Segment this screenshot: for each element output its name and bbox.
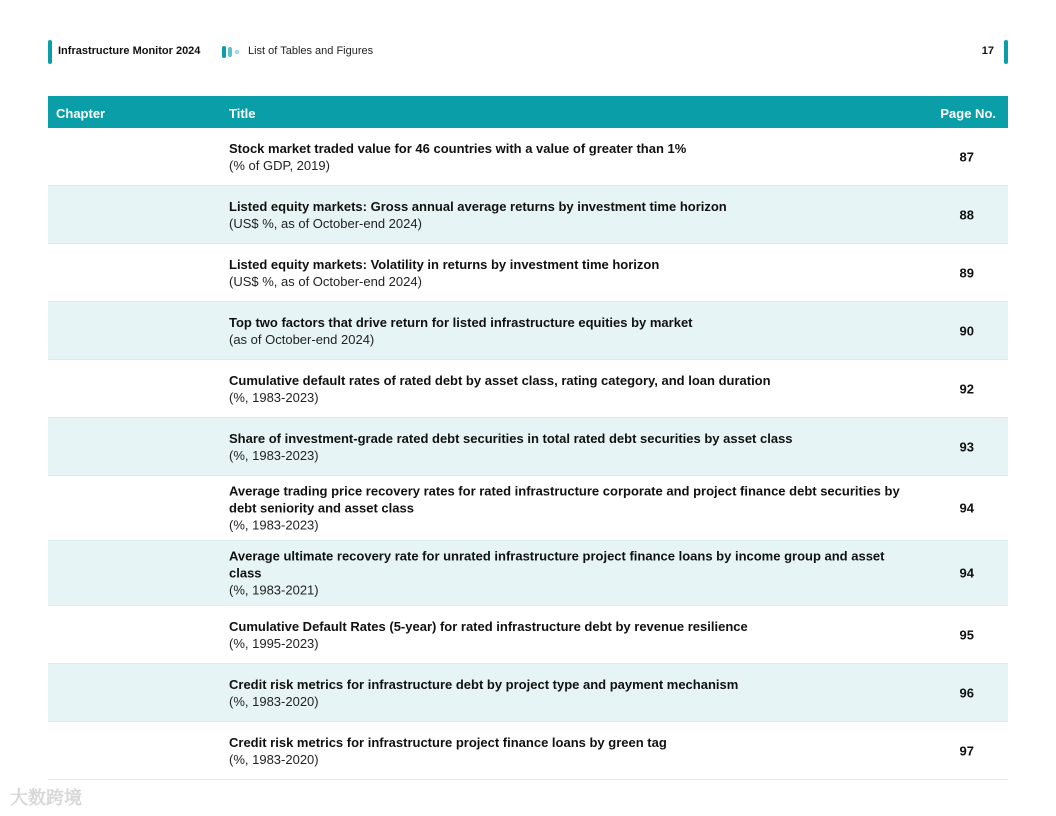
table-row[interactable] (48, 418, 1008, 476)
table-row[interactable] (48, 186, 1008, 244)
entry-subtitle: (%, 1995-2023) (229, 635, 319, 651)
page-cell[interactable]: 94 (959, 500, 974, 516)
page-cell[interactable]: 90 (959, 323, 974, 338)
page-cell[interactable]: 87 (959, 149, 974, 164)
title-cell (229, 140, 908, 174)
entry-title: Credit risk metrics for infrastructure debt by project type and payment mechanism (229, 676, 739, 692)
page-cell[interactable]: 88 (959, 207, 974, 222)
title-cell (229, 618, 908, 652)
entry-subtitle: (%, 1983-2023) (229, 389, 319, 405)
header-accent-bar (48, 40, 52, 64)
entry-title: Listed equity markets: Volatility in returns by investment time horizon (229, 256, 660, 272)
entry-title: Credit risk metrics for infrastructure project finance loans by green tag (229, 734, 667, 750)
title-cell (229, 372, 908, 406)
title-cell (229, 430, 908, 464)
table-row[interactable] (48, 606, 1008, 664)
table-header (48, 96, 1008, 128)
table-row[interactable] (48, 128, 1008, 186)
page-cell[interactable]: 97 (959, 743, 974, 758)
document-title: Infrastructure Monitor 2024 (58, 45, 201, 57)
page-cell[interactable]: 93 (959, 439, 974, 454)
table-row[interactable] (48, 541, 1008, 606)
title-cell (229, 314, 908, 348)
page-number: 17 (981, 45, 994, 57)
entry-title: Average ultimate recovery rate for unrated infrastructure project finance loans by income group and asset class (229, 548, 885, 581)
entry-subtitle: (%, 1983-2021) (229, 582, 319, 598)
entry-title: Share of investment-grade rated debt securities in total rated debt securities by asset class (229, 430, 793, 446)
entry-subtitle: (%, 1983-2023) (229, 447, 319, 463)
title-cell (229, 734, 908, 768)
entry-title: Stock market traded value for 46 countries with a value of greater than 1% (229, 140, 687, 156)
page-cell[interactable]: 92 (959, 381, 974, 396)
section-marker-icon (222, 46, 242, 58)
entry-subtitle: (% of GDP, 2019) (229, 157, 330, 173)
page-cell[interactable]: 96 (959, 685, 974, 700)
table-row[interactable] (48, 722, 1008, 780)
page-cell[interactable]: 95 (959, 627, 974, 642)
title-cell (229, 676, 908, 710)
column-header-page: Page No. (940, 106, 996, 121)
entry-subtitle: (%, 1983-2023) (229, 517, 319, 533)
entry-subtitle: (as of October-end 2024) (229, 331, 375, 347)
tables-figures-list (48, 96, 1008, 780)
title-cell (229, 198, 908, 232)
title-cell (229, 483, 908, 534)
entry-subtitle: (US$ %, as of October-end 2024) (229, 215, 422, 231)
entry-subtitle: (%, 1983-2020) (229, 751, 319, 767)
table-row[interactable] (48, 302, 1008, 360)
title-cell (229, 256, 908, 290)
column-header-chapter: Chapter (56, 106, 106, 121)
title-cell (229, 548, 908, 599)
section-title: List of Tables and Figures (248, 45, 374, 57)
entry-title: Average trading price recovery rates for rated infrastructure corporate and project finance debt securities by debt seniority and asset class (229, 483, 900, 516)
table-row[interactable] (48, 360, 1008, 418)
entry-subtitle: (%, 1983-2020) (229, 693, 319, 709)
entry-title: Cumulative default rates of rated debt by asset class, rating category, and loan duration (229, 372, 771, 388)
entry-title: Cumulative Default Rates (5-year) for rated infrastructure debt by revenue resilience (229, 618, 748, 634)
page-header (48, 40, 1008, 64)
entry-title: Listed equity markets: Gross annual average returns by investment time horizon (229, 198, 727, 214)
page-cell[interactable]: 94 (959, 565, 974, 581)
entry-subtitle: (US$ %, as of October-end 2024) (229, 273, 422, 289)
header-accent-bar-right (1004, 40, 1008, 64)
table-row[interactable] (48, 476, 1008, 541)
entry-title: Top two factors that drive return for listed infrastructure equities by market (229, 314, 693, 330)
table-row[interactable] (48, 664, 1008, 722)
table-row[interactable] (48, 244, 1008, 302)
page-cell[interactable]: 89 (959, 265, 974, 280)
watermark: 大数跨境 (10, 788, 82, 808)
column-header-title: Title (229, 106, 256, 121)
